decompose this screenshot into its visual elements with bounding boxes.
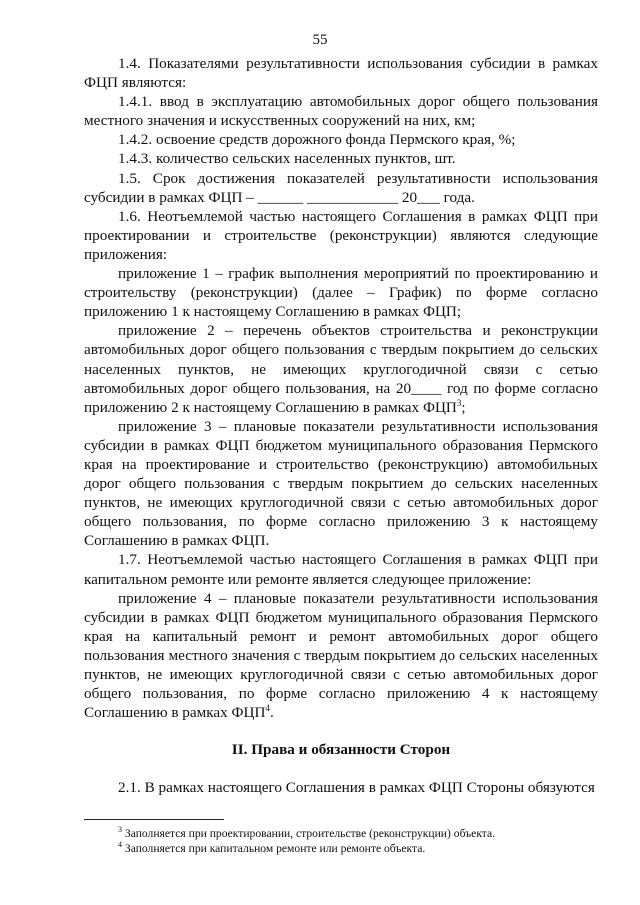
paragraph-1-6: 1.6. Неотъемлемой частью настоящего Соглашения в рамках ФЦП при проектировании и строительстве (реконструкции) являются следующие приложения: (84, 207, 598, 263)
paragraph-1-4: 1.4. Показателями результативности использования субсидии в рамках ФЦП являются: (84, 55, 598, 92)
footnote-ref-4: 4 (265, 703, 270, 714)
footnote-text: Заполняется при проектировании, строительстве (реконструкции) объекта. (124, 827, 496, 840)
footnote-3 (118, 826, 598, 841)
appendix-4-suffix: . (269, 704, 274, 722)
paragraph-2-1: 2.1. В рамках настоящего Соглашения в рамках ФЦП Стороны обязуются (118, 779, 595, 797)
footnote-text: Заполняется при капитальном ремонте или ремонте объекта. (124, 842, 426, 855)
document-body (84, 54, 598, 797)
paragraph-appendix-2 (84, 321, 598, 416)
footnote-number: 4 (118, 840, 122, 850)
paragraph-1-4-1: 1.4.1. ввод в эксплуатацию автомобильных дорог общего пользования местного значения и искусственных сооружений на них, км; (84, 93, 598, 130)
appendix-2-text: приложение 2 – перечень объектов строительства и реконструкции автомобильных дорог общего пользования с твердым покрытием до сельских населенных пунктов, не имеющих круглогодичной связи с сетью автомобильных дорог общего пользования, на 20____ год по форме согласно приложению 2 к настоящему Соглашению в рамках ФЦП (84, 322, 598, 416)
appendix-4-text: приложение 4 – плановые показатели результативности использования субсидии в рамках ФЦП бюджетом муниципального образования Пермского края на капитальный ремонт и ремонт автомобильных дорог общего пользования местного значения с твердым покрытием до сельских населенных пунктов, не имеющих круглогодичной связи с сетью автомобильных дорог общего пользования, по форме согласно приложению 4 к настоящему Соглашению в рамках ФЦП (84, 589, 598, 722)
footnote-ref-3: 3 (456, 397, 462, 408)
page-number: 55 (312, 32, 328, 48)
paragraph-1-4-2: 1.4.2. освоение средств дорожного фонда Пермского края, %; (118, 131, 516, 149)
footnotes (118, 826, 598, 856)
paragraph-appendix-4 (84, 589, 598, 723)
paragraph-1-7: 1.7. Неотъемлемой частью настоящего Соглашения в рамках ФЦП при капитальном ремонте или ремонте является следующее приложение: (84, 551, 598, 588)
footnote-4 (118, 841, 598, 856)
paragraph-1-4-3: 1.4.3. количество сельских населенных пунктов, шт. (118, 150, 456, 168)
appendix-2-suffix: ; (461, 398, 466, 416)
footnote-number: 3 (118, 825, 122, 835)
section-heading: II. Права и обязанности Сторон (231, 741, 451, 759)
paragraph-appendix-1: приложение 1 – график выполнения мероприятий по проектированию и строительству (реконструкции) (далее – График) по форме согласно приложению 1 к настоящему Соглашению в рамках ФЦП; (84, 265, 598, 321)
paragraph-appendix-3: приложение 3 – плановые показатели результативности использования субсидии в рамках ФЦП бюджетом муниципального образования Пермского края на проектирование и строительство (реконструкцию) автомобильных дорог общего пользования с твердым покрытием до сельских населенных пунктов, не имеющих круглогодичной связи с сетью автомобильных дорог общего пользования, по форме согласно приложению 3 к настоящему Соглашению в рамках ФЦП. (84, 417, 598, 550)
paragraph-1-5: 1.5. Срок достижения показателей результативности использования субсидии в рамках ФЦП – ______ ____________ 20___ года. (84, 169, 598, 206)
footnote-divider (84, 819, 224, 820)
